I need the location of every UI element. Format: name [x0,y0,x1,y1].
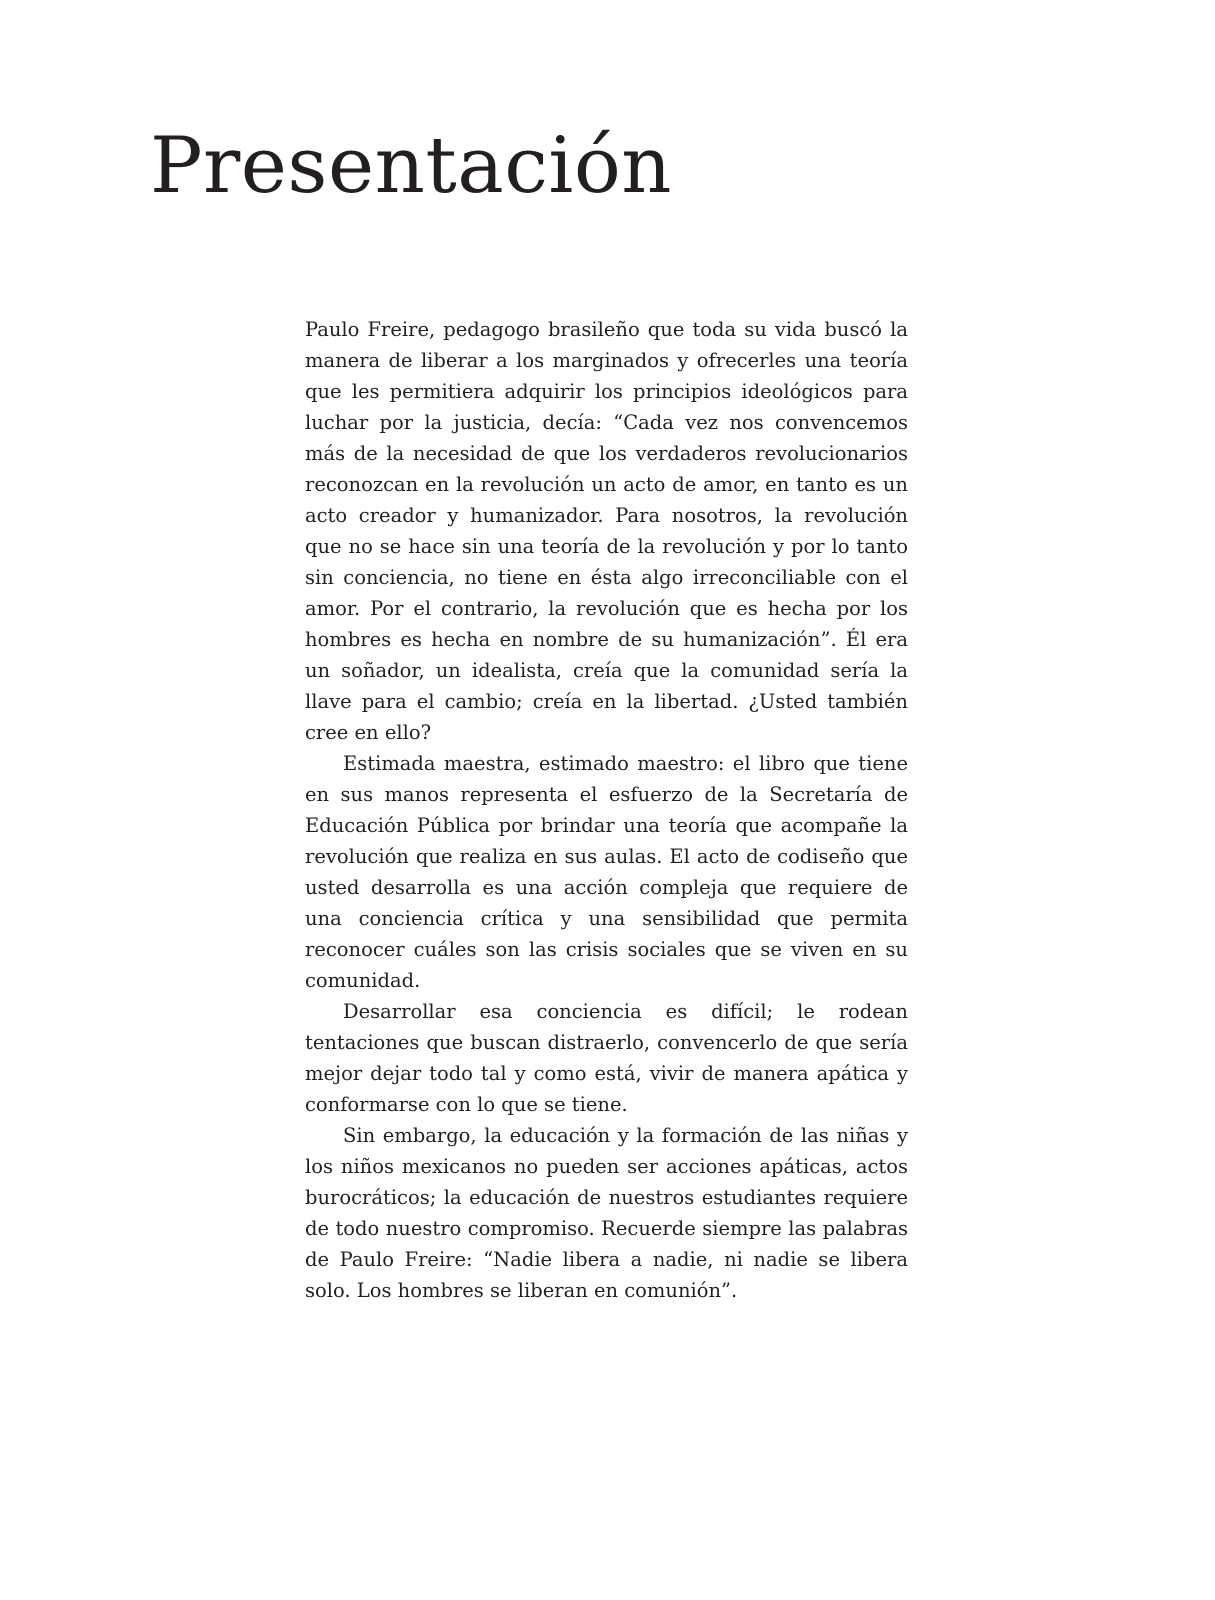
page-title: Presentación [150,121,673,211]
paragraph-2: Estimada maestra, estimado maestro: el libro que tiene en sus manos representa el esfuerzo de la Secretaría de Educación Pública por brindar una teoría que acompañe la revolución que realiza en sus aulas. El acto de codiseño que usted desarrolla es una acción compleja que requiere de una conciencia crítica y una sensibilidad que permita reconocer cuáles son las crisis sociales que se viven en su comunidad. [305,752,908,992]
paragraph-1: Paulo Freire, pedagogo brasileño que toda su vida buscó la manera de liberar a los marginados y ofrecerles una teoría que les permitiera adquirir los principios ideológicos para luchar por la justicia, decía: “Cada vez nos convencemos más de la necesidad de que los verdaderos revolucionarios reconozcan en la revolución un acto de amor, en tanto es un acto creador y humanizador. Para nosotros, la revolución que no se hace sin una teoría de la revolución y por lo tanto sin conciencia, no tiene en ésta algo irreconciliable con el amor. Por el contrario, la revolución que es hecha por los hombres es hecha en nombre de su humanización”. Él era un soñador, un idealista, creía que la comunidad sería la llave para el cambio; creía en la libertad. ¿Usted también cree en ello? [305,318,908,744]
presentation-body [305,314,908,1306]
paragraph-4: Sin embargo, la educación y la formación de las niñas y los niños mexicanos no pueden ser acciones apáticas, actos burocráticos; la educación de nuestros estudiantes requiere de todo nuestro compromiso. Recuerde siempre las palabras de Paulo Freire: “Nadie libera a nadie, ni nadie se libera solo. Los hombres se liberan en comunión”. [305,1124,908,1302]
paragraph-3: Desarrollar esa conciencia es difícil; le rodean tentaciones que buscan distraerlo, convencerlo de que sería mejor dejar todo tal y como está, vivir de manera apática y conformarse con lo que se tiene. [305,1000,908,1116]
